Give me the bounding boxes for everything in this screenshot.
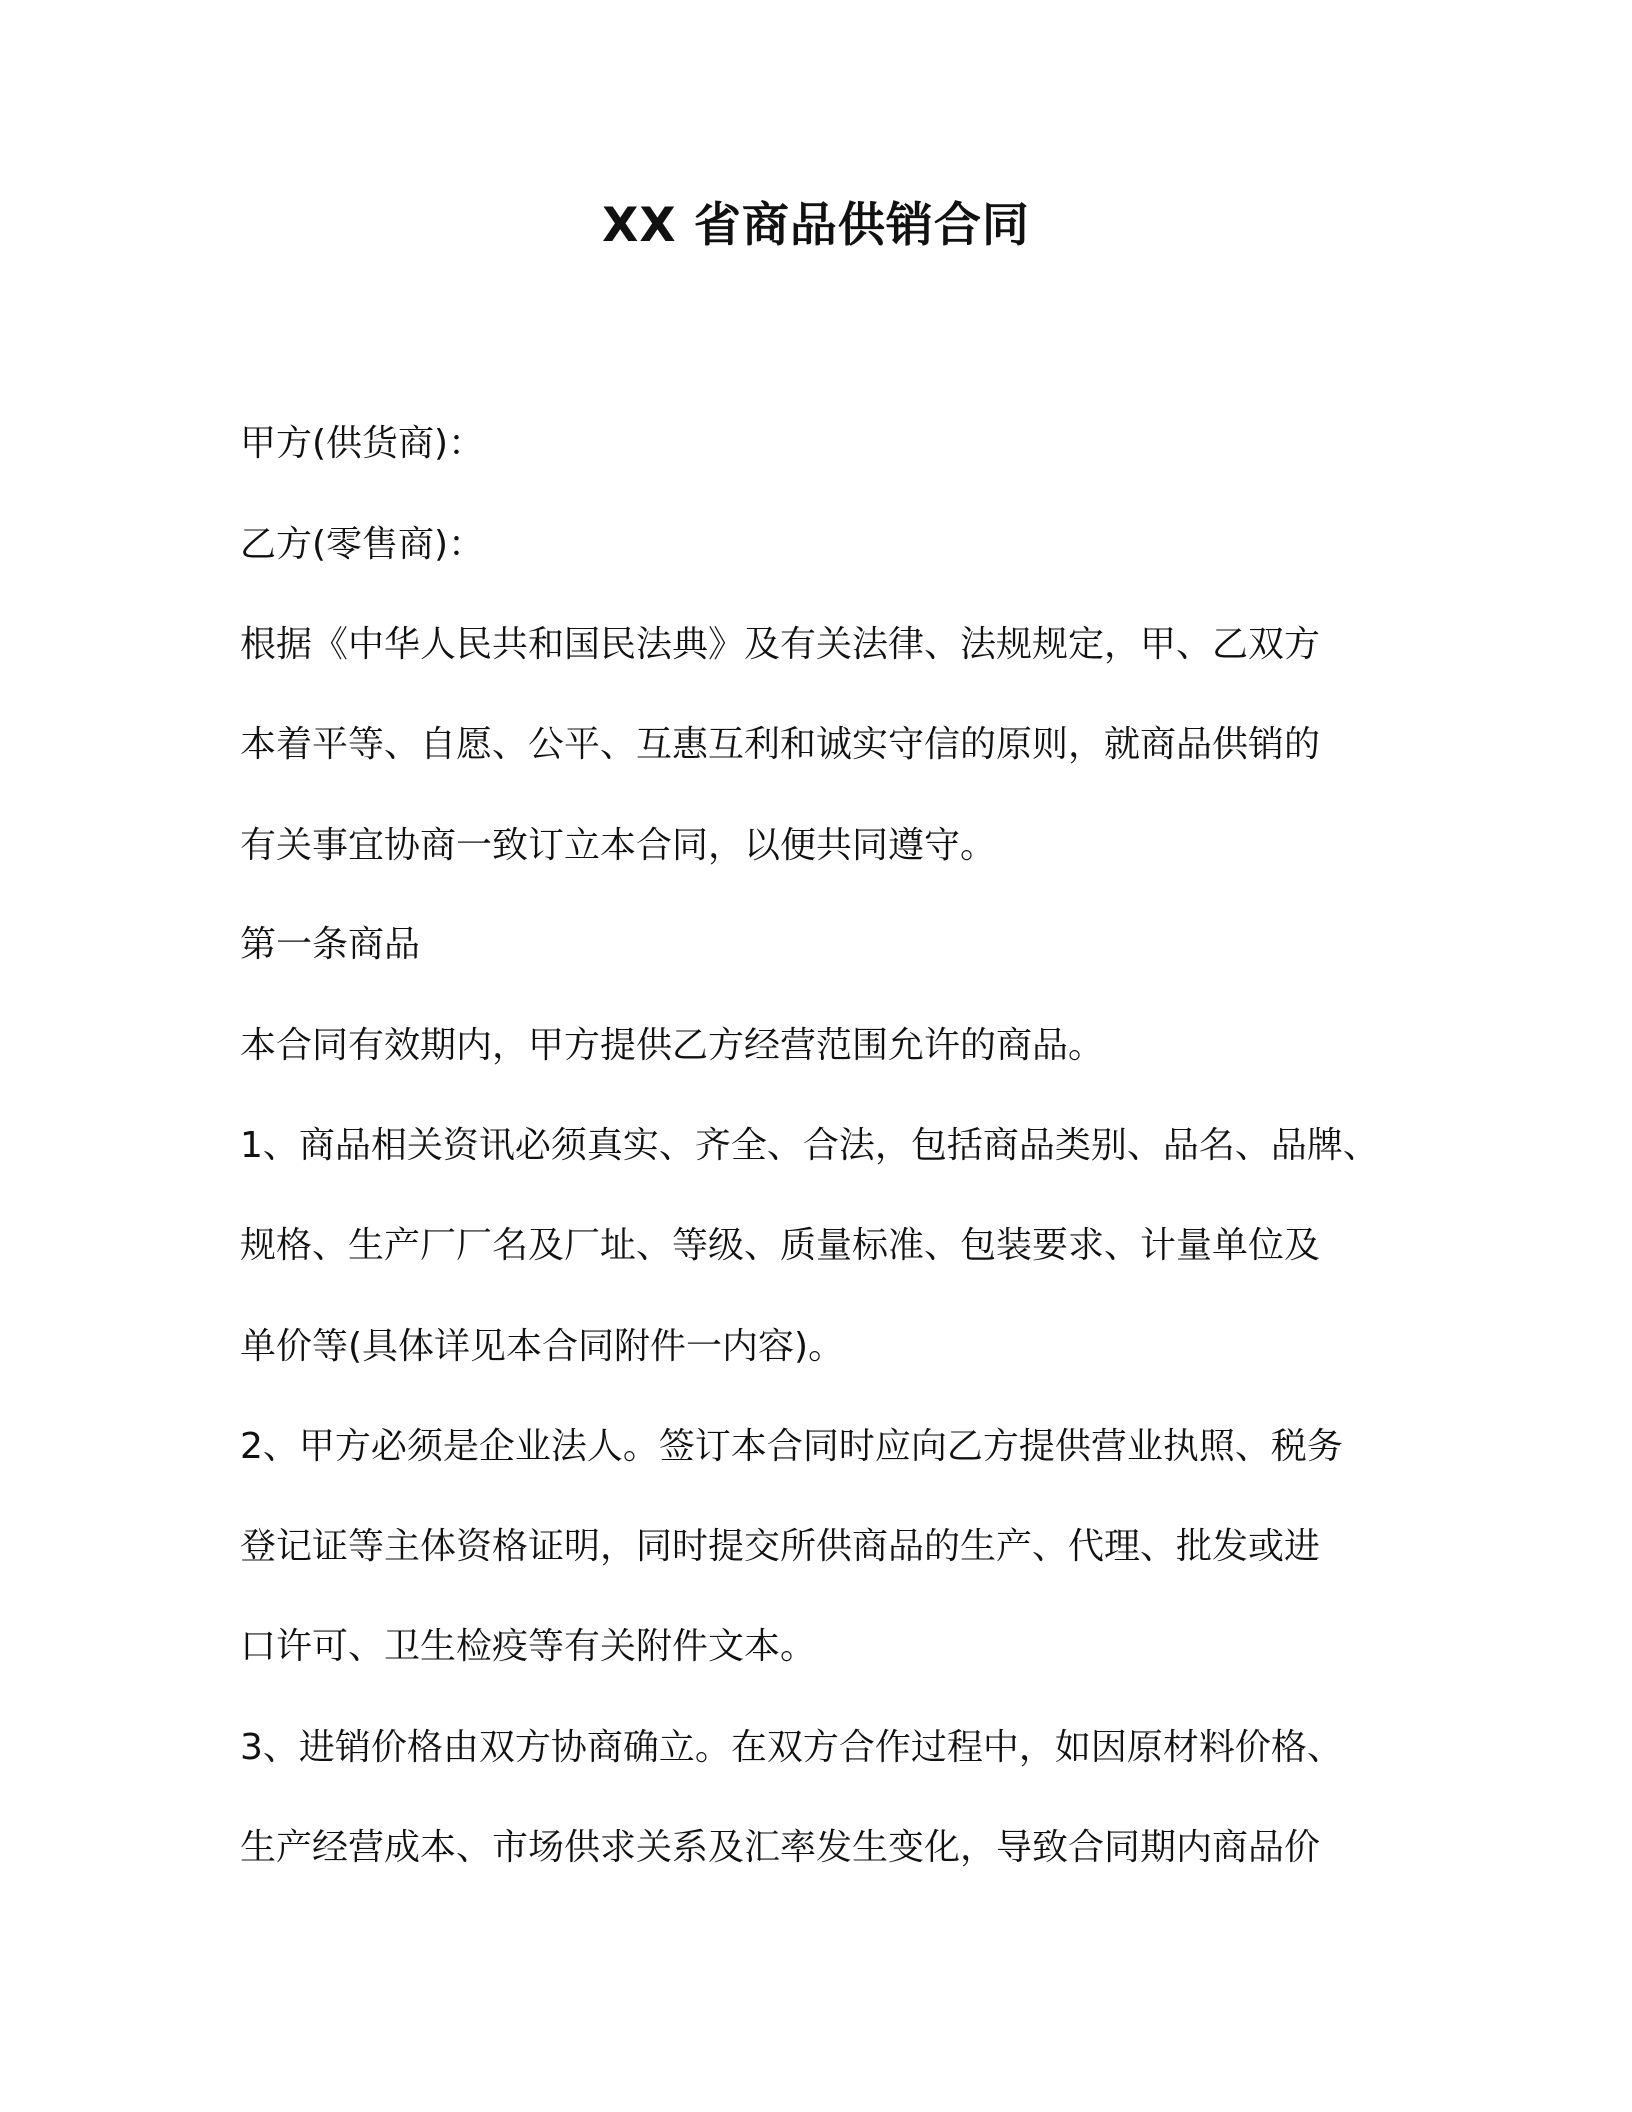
clause-line: 口许可、卫生检疫等有关附件文本。 — [240, 1626, 817, 1667]
clause-line: 2、甲方必须是企业法人。签订本合同时应向乙方提供营业执照、税务 — [240, 1426, 1343, 1467]
document-title: XX 省商品供销合同 — [602, 198, 1030, 253]
clause-line: 登记证等主体资格证明，同时提交所供商品的生产、代理、批发或进 — [240, 1526, 1321, 1567]
party-a-label: 甲方(供货商)： — [240, 423, 485, 464]
clause-line: 3、进销价格由双方协商确立。在双方合作过程中，如因原材料价格、 — [240, 1727, 1343, 1768]
body-line: 本着平等、自愿、公平、互惠互利和诚实守信的原则，就商品供销的 — [240, 724, 1321, 765]
body-line: 有关事宜协商一致订立本合同，以便共同遵守。 — [240, 825, 997, 866]
body-line: 根据《中华人民共和国民法典》及有关法律、法规规定，甲、乙双方 — [240, 624, 1321, 665]
clause-line: 单价等(具体详见本合同附件一内容)。 — [240, 1326, 845, 1367]
party-b-label: 乙方(零售商)： — [240, 524, 485, 565]
clause-line: 规格、生产厂厂名及厂址、等级、质量标准、包装要求、计量单位及 — [240, 1225, 1321, 1266]
clause-line: 生产经营成本、市场供求关系及汇率发生变化，导致合同期内商品价 — [240, 1827, 1321, 1868]
clause-line: 1、商品相关资讯必须真实、齐全、合法，包括商品类别、品名、品牌、 — [240, 1125, 1379, 1166]
body-line: 本合同有效期内，甲方提供乙方经营范围允许的商品。 — [240, 1025, 1105, 1066]
article-heading: 第一条商品 — [240, 924, 421, 965]
